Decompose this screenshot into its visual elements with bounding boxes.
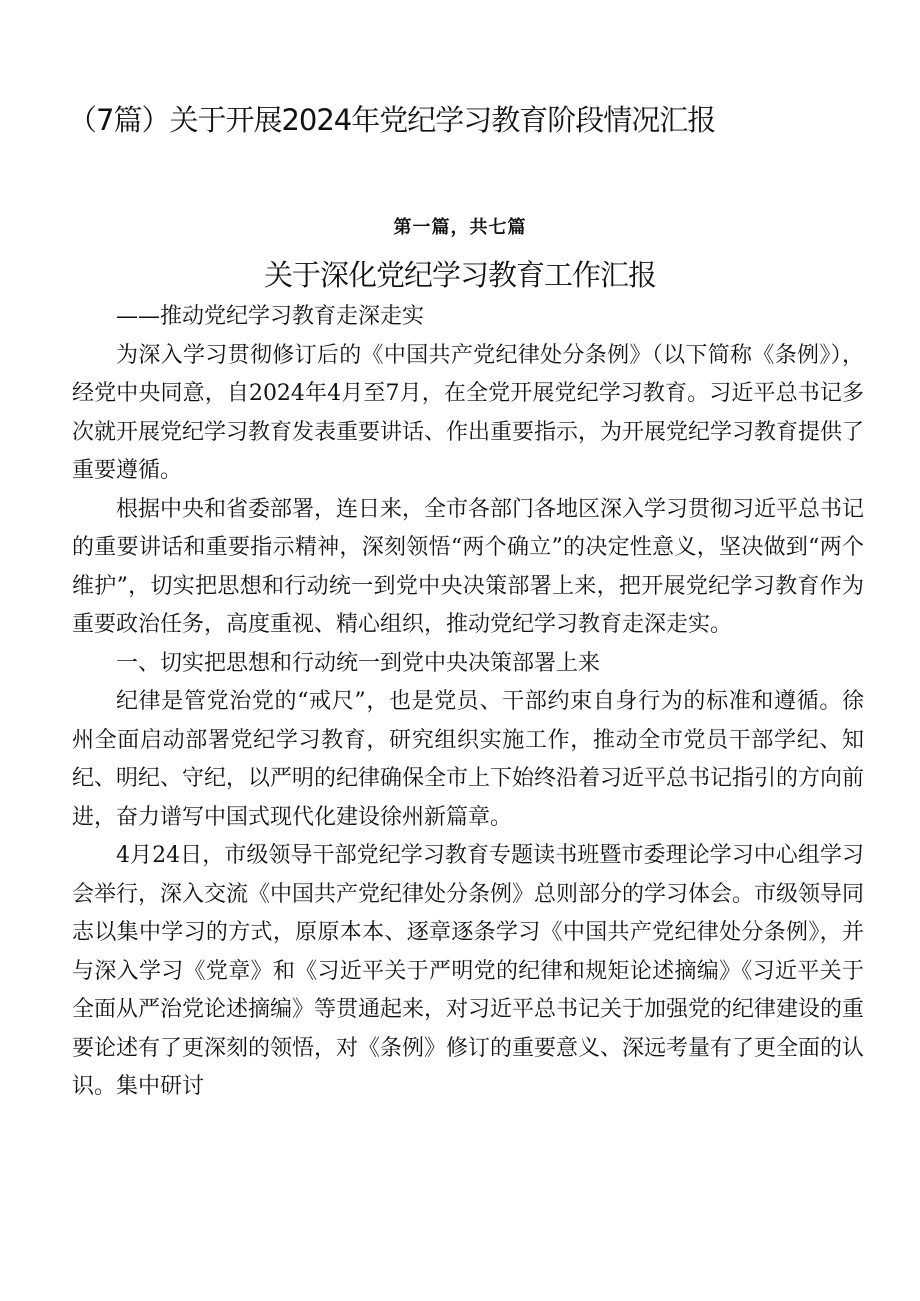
document-subtitle: ——推动党纪学习教育走深走实 (116, 304, 425, 329)
document-title: 关于深化党纪学习教育工作汇报 (263, 258, 656, 292)
document-body (72, 298, 864, 1107)
paragraph: 4月24日，市级领导干部党纪学习教育专题读书班暨市委理论学习中心组学习会举行，深入交流《中国共产党纪律处分条例》总则部分的学习体会。市级领导同志以集中学习的方式，原原本本、逐章逐条学习《中国共产党纪律处分条例》，并与深入学习《党章》和《习近平关于严明党的纪律和规矩论述摘编》《习近平关于全面从严治党论述摘编》等贯通起来，对习近平总书记关于加强党的纪律建设的重要论述有了更深刻的领悟，对《条例》修订的重要意义、深远考量有了更全面的认识。集中研讨 (72, 843, 865, 1099)
section-label: 第一篇，共七篇 (393, 217, 527, 238)
paragraph: 根据中央和省委部署，连日来，全市各部门各地区深入学习贯彻习近平总书记的重要讲话和重要指示精神，深刻领悟“两个确立”的决定性意义，坚决做到“两个维护”，切实把思想和行动统一到党中央决策部署上来，把开展党纪学习教育作为重要政治任务，高度重视、精心组织，推动党纪学习教育走深走实。 (72, 496, 865, 637)
main-title: （7篇）关于开展2024年党纪学习教育阶段情况汇报 (68, 103, 716, 137)
section-heading: 一、切实把思想和行动统一到党中央决策部署上来 (116, 650, 601, 676)
paragraph: 为深入学习贯彻修订后的《中国共产党纪律处分条例》（以下简称《条例》），经党中央同意，自2024年4月至7月，在全党开展党纪学习教育。习近平总书记多次就开展党纪学习教育发表重要讲话、作出重要指示，为开展党纪学习教育提供了重要遵循。 (72, 342, 865, 483)
paragraph: 纪律是管党治党的“戒尺”，也是党员、干部约束自身行为的标准和遵循。徐州全面启动部署党纪学习教育，研究组织实施工作，推动全市党员干部学纪、知纪、明纪、守纪，以严明的纪律确保全市上下始终沿着习近平总书记指引的方向前进，奋力谱写中国式现代化建设徐州新篇章。 (72, 689, 865, 830)
